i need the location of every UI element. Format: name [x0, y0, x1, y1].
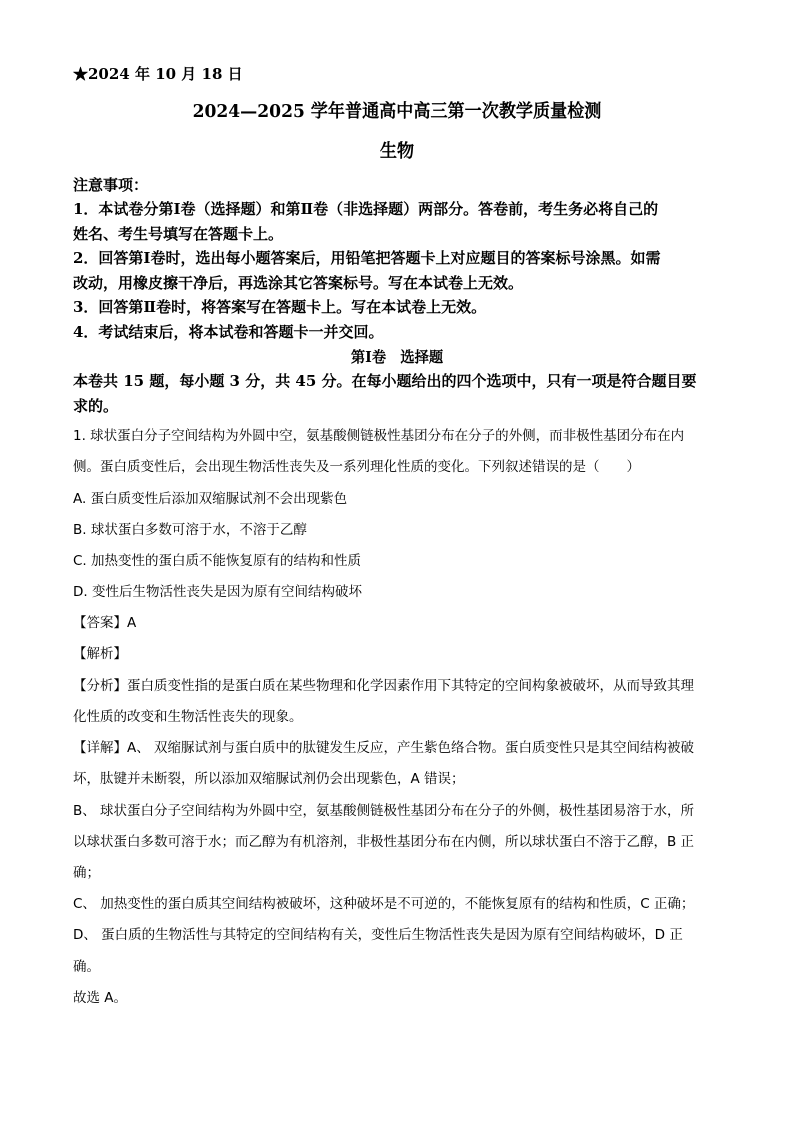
- analysis-label: 【解析】: [73, 646, 127, 662]
- analysis-line: B、 球状蛋白分子空间结构为外圆中空，氨基酸侧链极性基团分布在分子的外侧，极性基团易溶于水，所: [73, 803, 695, 819]
- option-d: D. 变性后生物活性丧失是因为原有空间结构破坏: [73, 584, 362, 600]
- section-title: 第Ⅰ卷 选择题: [350, 348, 444, 366]
- answer-line: 【答案】A: [73, 615, 137, 631]
- notice-line: 改动，用橡皮擦干净后，再选涂其它答案标号。写在本试卷上无效。: [73, 274, 524, 292]
- section-intro-line: 求的。: [73, 397, 119, 415]
- exam-title: 2024—2025 学年普通高中高三第一次教学质量检测: [192, 101, 602, 122]
- notice-line: 4．考试结束后，将本试卷和答题卡一并交回。: [73, 323, 384, 341]
- question-stem-line: 1. 球状蛋白分子空间结构为外圆中空，氨基酸侧链极性基团分布在分子的外侧，而非极性基团分布在内: [73, 428, 685, 444]
- analysis-line: 以球状蛋白多数可溶于水；而乙醇为有机溶剂，非极性基团分布在内侧，所以球状蛋白不溶于乙醇，B 正: [73, 834, 695, 850]
- analysis-line: 化性质的改变和生物活性丧失的现象。: [73, 709, 303, 725]
- analysis-conclusion: 故选 A。: [73, 990, 128, 1006]
- analysis-line: 【详解】A、 双缩脲试剂与蛋白质中的肽键发生反应，产生紫色络合物。蛋白质变性只是其空间结构被破: [73, 740, 695, 756]
- analysis-line: D、 蛋白质的生物活性与其特定的空间结构有关，变性后生物活性丧失是因为原有空间结构破坏，D 正: [73, 927, 683, 943]
- subject-title: 生物: [379, 141, 415, 162]
- notice-line: 姓名、考生号填写在答题卡上。: [73, 225, 284, 243]
- section-intro-line: 本卷共 15 题，每小题 3 分，共 45 分。在每小题给出的四个选项中，只有一项是符合题目要: [73, 372, 697, 390]
- exam-date: ★2024 年 10 月 18 日: [73, 65, 243, 83]
- notice-line: 3．回答第Ⅱ卷时，将答案写在答题卡上。写在本试卷上无效。: [73, 298, 487, 316]
- notice-heading: 注意事项：: [73, 176, 149, 194]
- analysis-line: 坏，肽键并未断裂，所以添加双缩脲试剂仍会出现紫色，A 错误；: [73, 771, 465, 787]
- question-stem-line: 侧。蛋白质变性后，会出现生物活性丧失及一系列理化性质的变化。下列叙述错误的是（ ）: [73, 459, 640, 475]
- option-c: C. 加热变性的蛋白质不能恢复原有的结构和性质: [73, 553, 362, 569]
- analysis-line: C、 加热变性的蛋白质其空间结构被破坏，这种破坏是不可逆的，不能恢复原有的结构和性质，C 正确；: [73, 896, 695, 912]
- notice-line: 1．本试卷分第Ⅰ卷（选择题）和第Ⅱ卷（非选择题）两部分。答卷前，考生务必将自己的: [73, 200, 659, 218]
- analysis-line: 确。: [73, 959, 100, 975]
- analysis-line: 确；: [73, 865, 100, 881]
- option-a: A. 蛋白质变性后添加双缩脲试剂不会出现紫色: [73, 491, 348, 507]
- analysis-line: 【分析】蛋白质变性指的是蛋白质在某些物理和化学因素作用下其特定的空间构象被破坏，从而导致其理: [73, 678, 694, 694]
- option-b: B. 球状蛋白多数可溶于水，不溶于乙醇: [73, 522, 307, 538]
- notice-line: 2．回答第Ⅰ卷时，选出每小题答案后，用铅笔把答题卡上对应题目的答案标号涂黑。如需: [73, 249, 661, 267]
